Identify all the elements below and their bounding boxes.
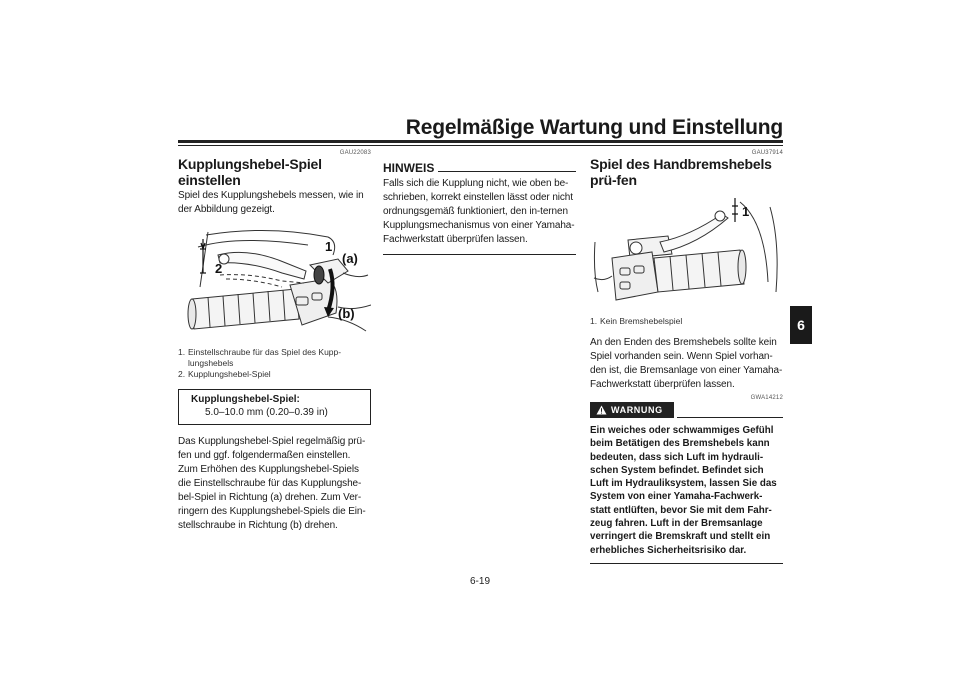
notice-text: Falls sich die Kupplung nicht, wie oben be-schrieben, korrekt einstellen lässt oder nicht ordnungsgemäß funktioniert, den in-ternen Kupplungsmechanismus von einer Yamaha-Fachwerkstatt überprüfen lassen. (383, 178, 575, 245)
section-heading-brake: Spiel des Handbremshebels prü-fen (590, 156, 772, 188)
brake-check-text: An den Enden des Bremshebels sollte kein Spiel vorhanden sein. Wenn Spiel vorhan-den ist, die Bremsanlage von einer Yamaha-Fachwerkstatt überprüfen lassen. (590, 337, 783, 390)
figure-label-a: (a) (342, 251, 358, 266)
figure-label-b: (b) (338, 306, 355, 321)
column-brake (590, 150, 783, 564)
page-title: Regelmäßige Wartung und Einstellung (405, 116, 783, 139)
brake-lever-figure (590, 192, 783, 308)
warning-triangle-icon (596, 405, 607, 415)
warning-code: GWA14212 (750, 395, 783, 401)
clutch-lever-figure (178, 227, 371, 339)
warning-rule (677, 417, 783, 418)
figure-label-1: 1 (325, 239, 333, 254)
figure-legend (590, 316, 783, 327)
legend-item: 2. Kupplungshebel-Spiel (178, 369, 271, 379)
clutch-adjust-text: Das Kupplungshebel-Spiel regelmäßig prü-fen und ggf. folgendermaßen einstellen. Zum Erhöhen des Kupplungshebel-Spiels die Einstellschraube für das Kupplungshe-bel-Spiel in Richtung (a) drehen. Zum Ver-ringern des Kupplungshebel-Spiels die Ein-stellschraube in Richtung (b) drehen. (178, 436, 366, 531)
legend-item: 1. Einstellschraube für das Spiel des Kupp-lungshebels (178, 347, 342, 368)
chapter-tab[interactable]: 6 (790, 306, 812, 344)
warning-badge (590, 402, 674, 418)
spec-box (178, 389, 371, 425)
figure-label-1: 1 (742, 204, 750, 219)
figure-legend (178, 347, 371, 380)
warning-header (590, 402, 783, 418)
notice-label: HINWEIS (383, 161, 435, 175)
warning-label: WARNUNG (611, 405, 663, 415)
section-code: GAU37914 (751, 150, 783, 156)
warning-text: Ein weiches oder schwammiges Gefühl beim Betätigen des Bremshebels kann bedeuten, dass sich Luft im hydrauli-schen System befindet. Befindet sich Luft im Hydrauliksystem, lassen Sie das System von einer Yamaha-Fachwerk-statt entlüften, bevor Sie mit dem Fahr-zeug fahren. Luft in der Bremsanlage verringert die Bremskraft und stellt ein erhebliches Sicherheitsrisiko dar. (590, 425, 777, 556)
header-rule-thin (178, 145, 783, 146)
column-notice (383, 150, 576, 255)
clutch-lever-illustration (178, 227, 371, 339)
legend-item: 1. Kein Bremshebelspiel (590, 316, 683, 326)
notice-rule (438, 171, 576, 172)
column-clutch (178, 150, 371, 533)
figure-label-2: 2 (215, 261, 223, 276)
spec-value: 5.0–10.0 mm (0.20–0.39 in) (205, 407, 328, 418)
warning-end-rule (590, 563, 783, 564)
section-heading-clutch: Kupplungshebel-Spiel einstellen (178, 156, 322, 188)
brake-lever-illustration (590, 192, 783, 308)
notice-header (383, 162, 576, 175)
page-number: 6-19 (469, 576, 490, 587)
header-rule (178, 140, 783, 143)
notice-end-rule (383, 254, 576, 255)
spec-title: Kupplungshebel-Spiel: (191, 394, 300, 405)
section-code: GAU22083 (339, 150, 371, 156)
clutch-intro: Spiel des Kupplungshebels messen, wie in der Abbildung gezeigt. (178, 190, 364, 215)
